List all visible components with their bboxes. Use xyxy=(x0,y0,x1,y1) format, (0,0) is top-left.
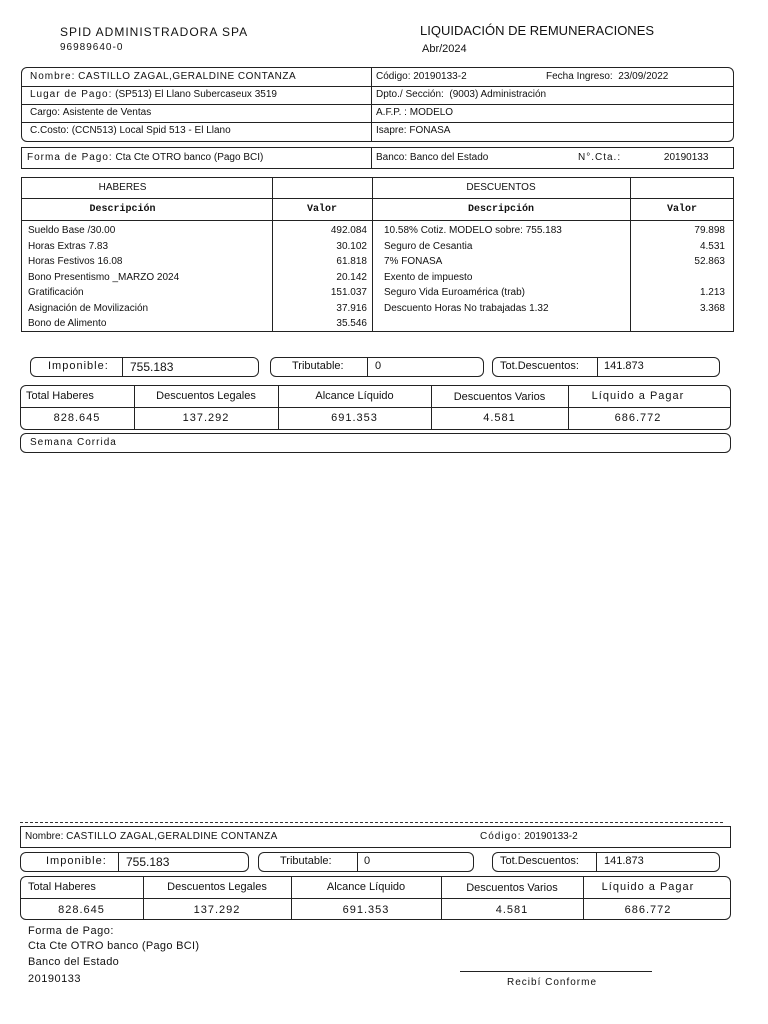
liquido-label: Líquido a Pagar xyxy=(591,390,685,402)
stub-alcance-label: Alcance Líquido xyxy=(326,881,406,893)
haberes-row-valor: 30.102 xyxy=(336,241,367,252)
descuentos-row-desc: 7% FONASA xyxy=(384,256,443,267)
fecha-ingreso-field: Fecha Ingreso: 23/09/2022 xyxy=(546,71,669,82)
codigo-field: Código: 20190133-2 xyxy=(376,71,467,82)
haberes-row-valor: 61.818 xyxy=(336,256,367,267)
haberes-row-valor: 492.084 xyxy=(330,225,367,236)
alcance-label: Alcance Líquido xyxy=(315,390,394,402)
document-title: LIQUIDACIÓN DE REMUNERACIONES xyxy=(420,23,655,38)
cuenta-field: N°.Cta.: 20190133 xyxy=(578,152,709,163)
desc-varios-label: Descuentos Varios xyxy=(453,391,546,403)
haberes-row-desc: Asignación de Movilización xyxy=(28,303,149,314)
stub-forma-value: Cta Cte OTRO banco (Pago BCI) xyxy=(28,940,200,952)
lugar-pago-field: Lugar de Pago: (SP513) El Llano Subercaseux 3519 xyxy=(30,89,277,100)
desc-legales-value: 137.292 xyxy=(182,412,230,424)
total-haberes-value: 828.645 xyxy=(53,412,101,424)
cargo-field: Cargo: Asistente de Ventas xyxy=(30,107,152,118)
stub-forma-title: Forma de Pago: xyxy=(28,925,114,937)
descuentos-row-desc: Seguro de Cesantia xyxy=(384,241,473,252)
haberes-row-desc: Bono de Alimento xyxy=(28,318,107,329)
nombre-field: Nombre: CASTILLO ZAGAL,GERALDINE CONTANZA xyxy=(30,71,297,82)
forma-pago-field: Forma de Pago: Cta Cte OTRO banco (Pago BCI) xyxy=(27,152,264,163)
recibi-conforme-label: Recibí Conforme xyxy=(507,977,598,988)
haberes-row-desc: Sueldo Base /30.00 xyxy=(28,225,116,236)
haberes-col-valor: Valor xyxy=(306,204,337,215)
haberes-title: HABERES xyxy=(98,182,147,193)
descuentos-title: DESCUENTOS xyxy=(466,182,536,193)
stub-liquido-label: Líquido a Pagar xyxy=(601,881,695,893)
haberes-row-valor: 35.546 xyxy=(336,318,367,329)
haberes-col-desc: Descripción xyxy=(89,204,156,215)
descuentos-row-valor: 79.898 xyxy=(694,225,725,236)
tributable-value: 0 xyxy=(375,360,382,372)
alcance-value: 691.353 xyxy=(331,412,378,424)
descuentos-row-valor: 3.368 xyxy=(699,303,725,314)
haberes-row-valor: 151.037 xyxy=(330,287,367,298)
descuentos-row-desc: Descuento Horas No trabajadas 1.32 xyxy=(384,303,549,314)
stub-tributable-value: 0 xyxy=(364,855,371,867)
stub-desc-varios-value: 4.581 xyxy=(495,904,529,916)
haberes-row-valor: 20.142 xyxy=(336,272,367,283)
descuentos-row-valor: 1.213 xyxy=(699,287,725,298)
banco-field: Banco: Banco del Estado xyxy=(376,152,489,163)
stub-banco-value: Banco del Estado xyxy=(28,956,120,968)
descuentos-row-desc: Seguro Vida Euroamérica (trab) xyxy=(384,287,525,298)
afp-field: A.F.P. : MODELO xyxy=(376,107,454,118)
stub-codigo-field: Código: 20190133-2 xyxy=(480,831,578,842)
liquido-value: 686.772 xyxy=(614,412,662,424)
descuentos-col-valor: Valor xyxy=(666,204,697,215)
stub-imponible-value: 755.183 xyxy=(126,855,170,869)
descuentos-col-desc: Descripción xyxy=(467,204,534,215)
stub-total-haberes-value: 828.645 xyxy=(58,904,105,916)
desc-varios-value: 4.581 xyxy=(483,412,516,424)
haberes-row-desc: Bono Presentismo _MARZO 2024 xyxy=(28,272,180,283)
stub-totdesc-value: 141.873 xyxy=(604,855,644,867)
company-rut: 96989640-0 xyxy=(60,42,124,53)
isapre-field: Isapre: FONASA xyxy=(376,125,451,136)
stub-totdesc-label: Tot.Descuentos: xyxy=(500,855,579,867)
stub-nombre-field: Nombre: CASTILLO ZAGAL,GERALDINE CONTANZA xyxy=(25,831,278,842)
stub-alcance-value: 691.353 xyxy=(342,904,390,916)
document-period: Abr/2024 xyxy=(422,43,467,55)
stub-desc-varios-label: Descuentos Varios xyxy=(466,882,558,894)
imponible-label: Imponible: xyxy=(48,360,109,372)
totdesc-label: Tot.Descuentos: xyxy=(500,360,579,372)
semana-corrida-label: Semana Corrida xyxy=(30,437,117,448)
haberes-row-desc: Horas Festivos 16.08 xyxy=(28,256,123,267)
descuentos-row-desc: 10.58% Cotiz. MODELO sobre: 755.183 xyxy=(384,225,562,236)
descuentos-row-desc: Exento de impuesto xyxy=(384,272,473,283)
haberes-row-desc: Gratificación xyxy=(28,287,84,298)
stub-total-haberes-label: Total Haberes xyxy=(28,881,96,893)
descuentos-row-valor: 4.531 xyxy=(699,241,725,252)
descuentos-row-valor: 52.863 xyxy=(694,256,725,267)
haberes-row-desc: Horas Extras 7.83 xyxy=(28,241,109,252)
semana-corrida-box xyxy=(20,433,731,453)
signature-line xyxy=(460,971,652,972)
tributable-label: Tributable: xyxy=(292,360,344,372)
company-name: SPID ADMINISTRADORA SPA xyxy=(60,25,249,39)
stub-imponible-label: Imponible: xyxy=(46,855,107,867)
stub-desc-legales-value: 137.292 xyxy=(193,904,241,916)
desc-legales-label: Descuentos Legales xyxy=(156,390,256,402)
ccosto-field: C.Costo: (CCN513) Local Spid 513 - El Llano xyxy=(30,125,231,136)
total-haberes-label: Total Haberes xyxy=(26,390,94,402)
stub-liquido-value: 686.772 xyxy=(624,904,672,916)
haberes-row-valor: 37.916 xyxy=(336,303,367,314)
dpto-field: Dpto./ Sección: (9003) Administración xyxy=(376,89,547,100)
stub-desc-legales-label: Descuentos Legales xyxy=(167,881,267,893)
totdesc-value: 141.873 xyxy=(604,360,644,372)
stub-cuenta-value: 20190133 xyxy=(28,973,81,985)
stub-tributable-label: Tributable: xyxy=(280,855,332,867)
cut-line xyxy=(20,822,723,823)
imponible-value: 755.183 xyxy=(130,360,174,374)
